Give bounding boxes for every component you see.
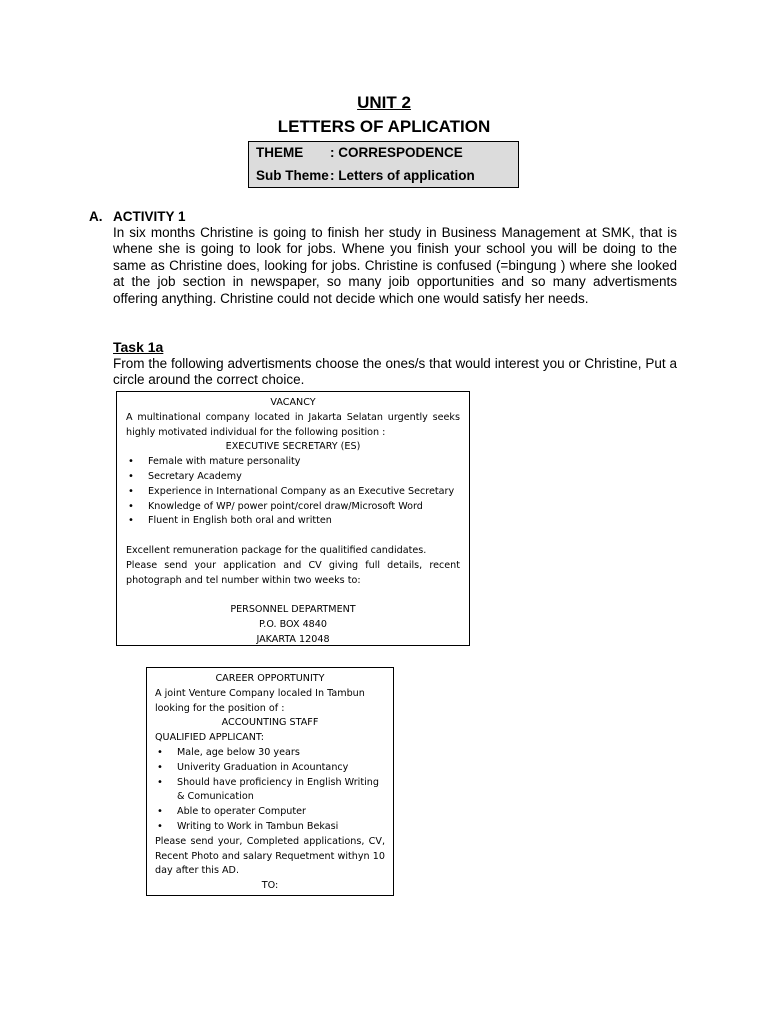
- list-item: • Female with mature personality: [126, 455, 460, 470]
- ad-address-line: P.O. BOX 4840: [259, 618, 327, 630]
- subtheme-value: : Letters of application: [330, 168, 475, 183]
- ad-intro: A multinational company located in Jakarta Selatan urgently seeks highly motivated individual for the following position :: [126, 411, 460, 438]
- ad-heading: CAREER OPPORTUNITY: [215, 673, 325, 684]
- subtheme-row: [256, 167, 475, 185]
- career-advertisement: [146, 667, 394, 896]
- ad-instructions: Please send your application and CV giving full details, recent photograph and tel number within two weeks to:: [126, 559, 460, 586]
- list-item: • Fluent in English both oral and written: [126, 514, 460, 529]
- ad-instructions: Please send your, Completed applications, CV, Recent Photo and salary Requetment withyn 10 day after this AD.: [155, 835, 385, 877]
- list-item: • Univerity Graduation in Acountancy: [155, 761, 385, 776]
- ad-remuneration: Excellent remuneration package for the qualitified candidates.: [126, 544, 427, 556]
- page-title: LETTERS OF APLICATION: [277, 117, 491, 136]
- ad-address-line: PERSONNEL DEPARTMENT: [230, 604, 356, 616]
- subtheme-key: Sub Theme: [256, 168, 329, 183]
- ad-heading: VACANCY: [270, 397, 316, 408]
- task-instruction: From the following advertisments choose the ones/s that would interest you or Christine, Put a circle around the correct choice.: [113, 356, 677, 388]
- activity-paragraph: In six months Christine is going to finish her study in Business Management at SMK, that is whene she is going to look for jobs. Whene you finish your school you will be doing to the same as Christine does, looking for jobs. Christine is confused (=bingung ) where she looked at the job section in newspaper, so many joib opportunities and so many advertisments offering anything. Christine could not decide which one would satisfy her needs.: [113, 225, 677, 306]
- task-title: Task 1a: [113, 339, 164, 355]
- theme-box: [248, 141, 519, 188]
- ad-position: ACCOUNTING STAFF: [221, 717, 319, 729]
- theme-value: : CORRESPODENCE: [330, 145, 463, 160]
- activity-label: ACTIVITY 1: [113, 209, 186, 224]
- list-item: • Experience in International Company as an Executive Secretary: [126, 485, 460, 500]
- list-item: • Should have proficiency in English Writing & Comunication: [155, 776, 385, 806]
- ad-intro: A joint Venture Company localed In Tambun looking for the position of :: [155, 687, 365, 714]
- list-item: • Secretary Academy: [126, 470, 460, 485]
- list-item: • Male, age below 30 years: [155, 746, 385, 761]
- list-item: • Able to operater Computer: [155, 805, 385, 820]
- ad-to-label: TO:: [261, 880, 279, 892]
- theme-key: THEME: [256, 145, 304, 160]
- theme-row: [256, 144, 463, 162]
- list-item: • Writing to Work in Tambun Bekasi: [155, 820, 385, 835]
- ad-requirements-list: [155, 746, 385, 835]
- ad-requirements-list: [126, 455, 460, 529]
- activity-number: A.: [89, 209, 103, 224]
- ad-address-line: JAKARTA 12048: [256, 633, 330, 645]
- ad-position: EXECUTIVE SECRETARY (ES): [225, 441, 361, 453]
- spacer: [126, 529, 460, 544]
- list-item: • Knowledge of WP/ power point/corel draw/Microsoft Word: [126, 500, 460, 515]
- vacancy-advertisement: [116, 391, 470, 646]
- activity-heading: [89, 209, 186, 224]
- spacer: [126, 588, 460, 603]
- unit-title: UNIT 2: [357, 93, 411, 112]
- ad-qualified-label: QUALIFIED APPLICANT:: [155, 732, 264, 744]
